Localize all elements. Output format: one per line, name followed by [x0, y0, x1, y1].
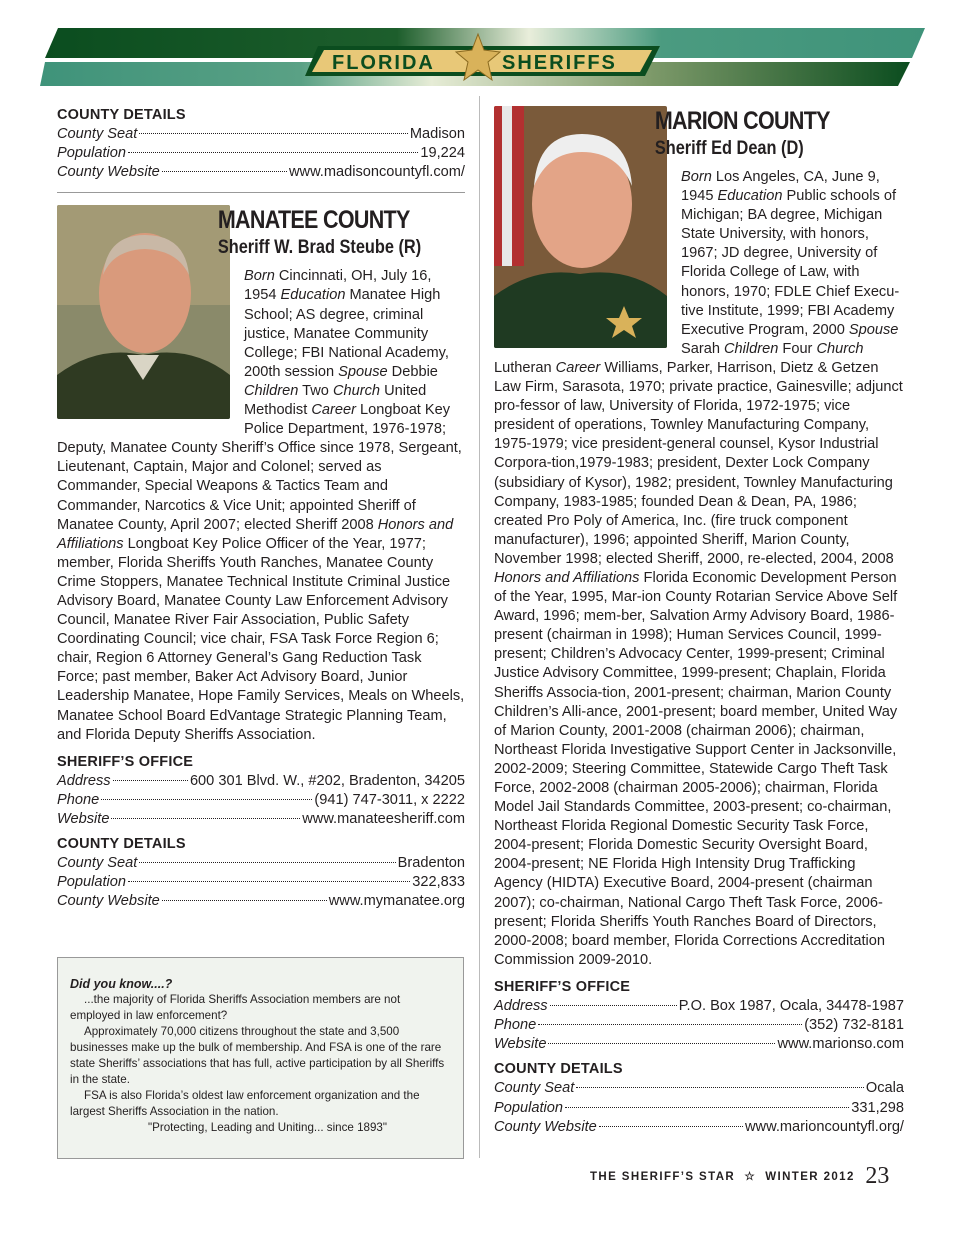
manatee-sheriff-name: Sheriff W. Brad Steube (R)	[217, 237, 422, 259]
detail-row	[57, 810, 465, 829]
issue-date: WINTER 2012	[765, 1171, 855, 1183]
did-you-know-paragraph: FSA is also Florida’s oldest law enforcement organization and the largest Sheriffs Association in the nation.	[70, 1089, 420, 1118]
dot-leader	[565, 1107, 849, 1108]
marion-county-title: MARION COUNTY	[654, 107, 830, 135]
marion-county-details	[494, 1060, 904, 1136]
bio-text: Four	[778, 340, 817, 357]
detail-row	[494, 1016, 904, 1035]
detail-label: Phone	[494, 1017, 537, 1034]
detail-label: County Website	[57, 893, 160, 910]
detail-label: County Seat	[494, 1080, 575, 1097]
detail-value: 600 301 Blvd. W., #202, Bradenton, 34205	[189, 772, 465, 789]
detail-value: www.marionso.com	[777, 1036, 904, 1053]
detail-value: www.madisoncountyfl.com/	[288, 164, 465, 181]
bio-text: Longboat Key Police Officer of the Year, 1977; member, Florida Sheriffs Youth Ranches, Manatee County Crime Stoppers, Manatee Technical Institute Criminal Justice Advisory Board, Manatee County Law Enforcement Advisory Council, Manatee River Fair Association, Public Safety Coordinating Council; vice chair, FSA Task Force Region 6; chair, Region 6 Attorney General’s Gang Reduction Task Force; past member, Baker Act Advisory Board, Junior Leadership Manatee, Hope Family Services, Meals on Wheels, Manatee School Board EdVantage Strategic Planning Team, and Florida Deputy Sheriffs Association.	[57, 535, 465, 743]
dot-leader	[111, 818, 300, 819]
detail-row	[494, 1035, 904, 1054]
detail-label: Phone	[57, 791, 100, 808]
dot-leader	[139, 133, 408, 134]
magazine-name: THE SHERIFF’S STAR	[590, 1171, 736, 1183]
bio-text: Lutheran	[494, 359, 556, 376]
florida-sheriffs-banner	[40, 28, 925, 88]
bio-field-label: Honors and Affiliations	[494, 569, 640, 586]
detail-value: Ocala	[865, 1080, 904, 1097]
separator	[57, 192, 465, 193]
detail-label: Population	[494, 1099, 563, 1116]
dot-leader	[128, 881, 410, 882]
banner-sheriffs: SHERIFFS	[502, 52, 617, 74]
section-heading: COUNTY DETAILS	[57, 836, 186, 853]
bio-field-label: Career	[311, 402, 356, 419]
dot-leader	[139, 862, 395, 863]
detail-label: Website	[494, 1036, 547, 1053]
column-divider	[479, 96, 480, 1158]
dot-leader	[128, 152, 418, 153]
marion-sheriffs-office	[494, 978, 904, 1054]
did-you-know-quote: "Protecting, Leading and Uniting... since 1893"	[148, 1121, 387, 1134]
detail-label: County Website	[57, 164, 160, 181]
dot-leader	[538, 1024, 802, 1025]
bio-field-label: Church	[332, 382, 381, 399]
did-you-know-title: Did you know....?	[70, 977, 173, 991]
detail-value: www.mymanatee.org	[328, 893, 465, 910]
bio-field-label: Spouse	[848, 321, 899, 338]
section-heading: COUNTY DETAILS	[494, 1061, 623, 1078]
did-you-know-box	[57, 957, 464, 1159]
detail-row	[57, 125, 465, 144]
bio-field-label: Career	[555, 359, 601, 376]
detail-label: Website	[57, 811, 110, 827]
detail-label: County Website	[494, 1118, 597, 1135]
dot-leader	[548, 1043, 775, 1044]
detail-value: 322,833	[412, 874, 465, 891]
detail-value: www.marioncountyfl.org/	[745, 1118, 904, 1135]
detail-value: 19,224	[420, 145, 465, 162]
bio-field-label: Children	[244, 382, 299, 399]
bio-field-label: Education	[717, 188, 783, 205]
dot-leader	[576, 1087, 864, 1088]
section-heading: SHERIFF’S OFFICE	[57, 753, 194, 770]
bio-text: Williams, Parker, Harrison, Dietz & Getzen Law Firm, Sarasota, 1970; private practice, Gainesville; adjunct pro-fessor of law, University of Florida, 1972-1975; vice president of operations, Townley Manufacturing Company, 1975-1979; vice president-general counsel, Kysor Industrial Corpora-tion,1979-1983; president, Dexter Lock Company (subsidiary of Kysor), 1982; president, Townley Manufacturing Company, 1983-1985; founded Dean & Dean, PA, 1986; created Pro Poly of America, Inc. (fire truck component manufacturer), 1996; appointed Sheriff, Marion County, November 1998; elected Sheriff, 2000, re-elected, 2004, 2008	[494, 359, 903, 567]
star-icon: ☆	[739, 1171, 761, 1183]
dot-leader	[550, 1005, 677, 1006]
marion-sheriff-name: Sheriff Ed Dean (D)	[654, 138, 804, 159]
bio-text: Manatee High School; AS degree, criminal justice, Manatee Community College; FBI National Academy, 200th session	[244, 287, 449, 380]
detail-value: (941) 747-3011, x 2222	[314, 791, 465, 808]
detail-value: P.O. Box 1987, Ocala, 34478-1987	[678, 998, 904, 1015]
page-footer	[590, 1163, 889, 1190]
dot-leader	[162, 171, 287, 172]
bio-field-label: Children	[724, 340, 779, 357]
bio-field-label: Born	[681, 169, 712, 185]
detail-row	[57, 854, 465, 873]
dot-leader	[101, 799, 312, 800]
detail-row	[57, 144, 465, 163]
bio-text: Los Angeles, CA, June 9, 1945	[681, 169, 880, 205]
bio-text: Two	[298, 382, 333, 399]
section-heading: SHERIFF’S OFFICE	[494, 978, 631, 995]
bio-text: United Methodist	[244, 382, 427, 419]
detail-row	[57, 163, 465, 182]
detail-label: Population	[57, 874, 126, 891]
detail-value: www.manateesheriff.com	[302, 811, 465, 827]
detail-value: (352) 732-8181	[804, 1017, 904, 1034]
left-column	[57, 106, 465, 911]
manatee-county-title: MANATEE COUNTY	[217, 206, 410, 235]
bio-text: Public schools of Michigan; BA degree, Michigan State University, with honors, 1967; JD degree, University of Florida College of Law, with honors, 1970; FDLE Chief Execu-tive Institute, 1999; FBI Academy Executive Program, 2000	[681, 188, 900, 338]
detail-row	[494, 1118, 904, 1137]
did-you-know-paragraph: ...the majority of Florida Sheriffs Association members are not employed in law enforcement?	[70, 993, 401, 1022]
detail-label: Address	[57, 772, 111, 789]
did-you-know-paragraph: Approximately 70,000 citizens throughout the state and 3,500 businesses make up the bulk of membership. And FSA is one of the rare state Sheriffs’ associations that has full, active participation by all Sheriffs in the state.	[70, 1025, 445, 1086]
detail-value: 331,298	[851, 1099, 904, 1116]
banner-florida: FLORIDA	[332, 52, 435, 74]
section-heading: COUNTY DETAILS	[57, 107, 186, 123]
page-number: 23	[865, 1163, 890, 1189]
detail-row	[494, 1099, 904, 1118]
dot-leader	[162, 900, 327, 901]
detail-row	[57, 772, 465, 791]
bio-field-label: Church	[816, 340, 864, 357]
bio-text: Florida Economic Development Person of the Year, 1995, Mar-ion County Rotarian Service Above Self Award, 1996; mem-ber, Salvation Army Advisory Board, 1986-present (chairman in 1998); Human Services Council, 1999-present; Children’s Advocacy Center, 1999-present; Criminal Justice Advisory Committee, 1999-present; Chaplain, Florida Sheriffs Associa-tion, 2001-present; chairman, Marion County Children’s Alli-ance, 2001-present; board member, United Way of Marion County, 2001-2008 (chairman 2006); chairman, Northeast Florida Investigative Support Center in Jacksonville, 2002-2009; Steering Committee, Statewide Cargo Theft Task Force, 2002-2008 (chairman 2005-2006); chairman, Florida Model Jail Standards Committee, 2003-present; co-chairman, Northeast Florida Regional Domestic Security Task Force, 2004-present; Florida Domestic Security Oversight Board, 2004-present; NE Florida High Intensity Drug Trafficking Agency (HIDTA) Executive Board, 2004-present (chairman 2007); co-chairman, National Cargo Theft Task Force, 2006-present; Florida Sheriffs Youth Ranches Board of Directors, 2000-2008; board member, Florida Corrections Accreditation Commission 2009-2010.	[494, 569, 898, 968]
bio-field-label: Education	[280, 287, 346, 304]
right-column	[494, 106, 904, 1137]
bio-text: Sarah	[681, 340, 724, 357]
bio-field-label: Born	[244, 268, 275, 285]
bio-text: Debbie	[387, 363, 438, 380]
detail-row	[494, 1079, 904, 1098]
dot-leader	[113, 780, 188, 781]
manatee-county-details	[57, 835, 465, 911]
detail-value: Bradenton	[397, 855, 465, 872]
manatee-sheriffs-office	[57, 753, 465, 829]
bio-field-label: Spouse	[338, 363, 388, 380]
bio-text: Longboat Key Police Department, 1976-1978; Deputy, Manatee County Sheriff’s Office since 1978, Sergeant, Lieutenant, Captain, Major and Colonel; served as Commander, Special Weapons & Tactics Team and Commander, Narcotics & Vice Unit; appointed Sheriff of Manatee County, April 2007; elected Sheriff 2008	[57, 402, 462, 533]
madison-county-details	[57, 106, 465, 182]
bio-text: Cincinnati, OH, July 16, 1954	[244, 268, 432, 304]
detail-label: Population	[57, 145, 126, 162]
bio-field-label: Honors and Affiliations	[57, 516, 454, 552]
detail-label: County Seat	[57, 855, 138, 872]
dot-leader	[599, 1126, 743, 1127]
detail-label: County Seat	[57, 126, 138, 143]
detail-row	[57, 791, 465, 810]
detail-row	[494, 997, 904, 1016]
detail-value: Madison	[409, 126, 465, 143]
detail-row	[57, 873, 465, 892]
detail-label: Address	[494, 998, 548, 1015]
detail-row	[57, 892, 465, 911]
